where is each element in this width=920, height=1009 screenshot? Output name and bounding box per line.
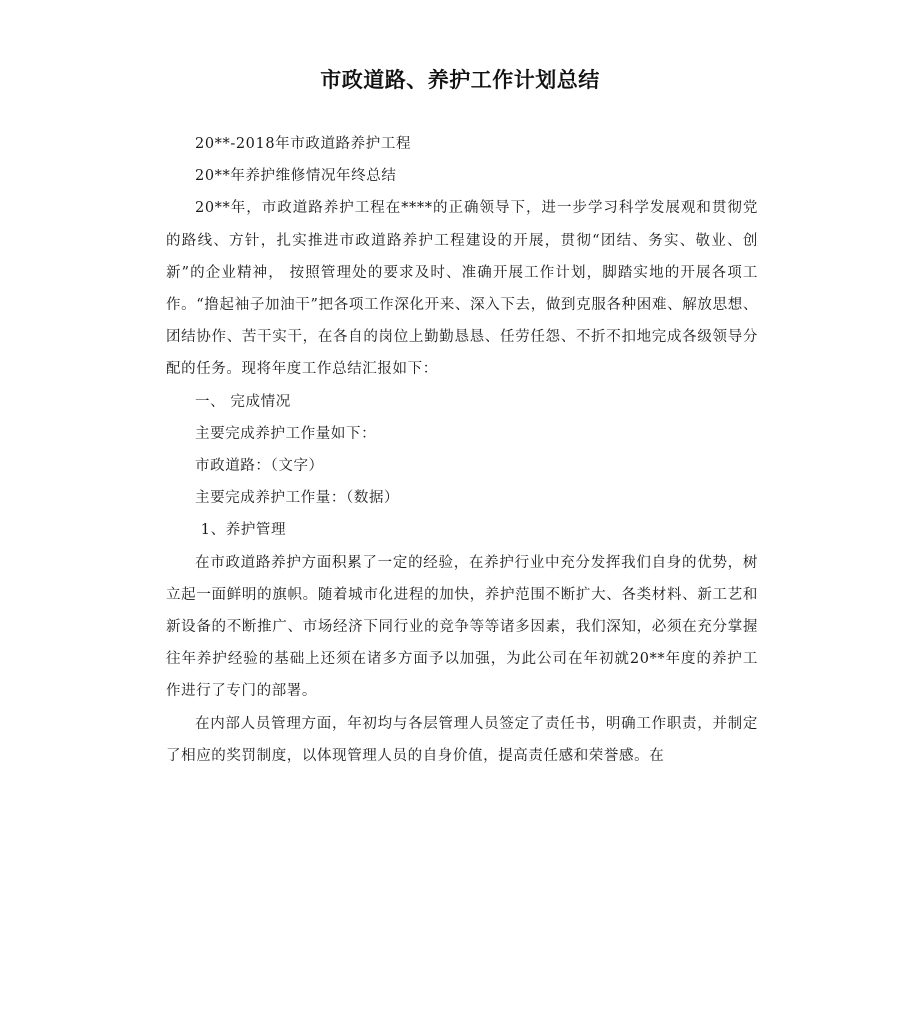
subheading-maintenance-management: 1、养护管理 — [200, 522, 287, 539]
paragraph-road-text: 市政道路：（文字） — [195, 458, 324, 475]
paragraph-workload-data: 主要完成养护工作量：（数据） — [195, 490, 400, 507]
paragraph-intro: 20**年，市政道路养护工程在****的正确领导下，进一步学习科学发展观和贯彻党的路线、方针，扎实推进市政道路养护工程建设的开展，贯彻“团结、务实、敬业、创新”的企业精神， 按照管理处的要求及时、准确开展工作计划，脚踏实地的开展各项工作。“撸起袖子加油干”把各项工作深化开来、深入下去，做到克服各种困难、解放思想、团结协作、苦干实干，在各自的岗位上勤勤恳恳、任劳任怨、不折不扣地完成各级领导分配的任务。现将年度工作总结汇报如下： — [166, 200, 758, 378]
paragraph-workload-intro: 主要完成养护工作量如下： — [195, 425, 377, 442]
paragraph-personnel-management: 在内部人员管理方面，年初均与各层管理人员签定了责任书，明确工作职责，并制定了相应的奖罚制度，以体现管理人员的自身价值，提高责任感和荣誉感。在 — [166, 715, 758, 764]
paragraph-project-line: 20**-2018年市政道路养护工程 — [195, 136, 412, 152]
document-title: 市政道路、养护工作计划总结 — [320, 68, 600, 92]
paragraph-summary-line: 20**年养护维修情况年终总结 — [195, 168, 397, 185]
section-heading-completion: 一、 完成情况 — [195, 393, 291, 410]
paragraph-maintenance-experience: 在市政道路养护方面积累了一定的经验，在养护行业中充分发挥我们自身的优势，树立起一面鲜明的旗帜。随着城市化进程的加快，养护范围不断扩大、各类材料、新工艺和新设备的不断推广、市场经济下同行业的竞争等等诸多因素，我们深知，必须在充分掌握往年养护经验的基础上还须在诸多方面予以加强，为此公司在年初就20**年度的养护工作进行了专门的部署。 — [166, 554, 758, 700]
document-body — [166, 128, 758, 772]
